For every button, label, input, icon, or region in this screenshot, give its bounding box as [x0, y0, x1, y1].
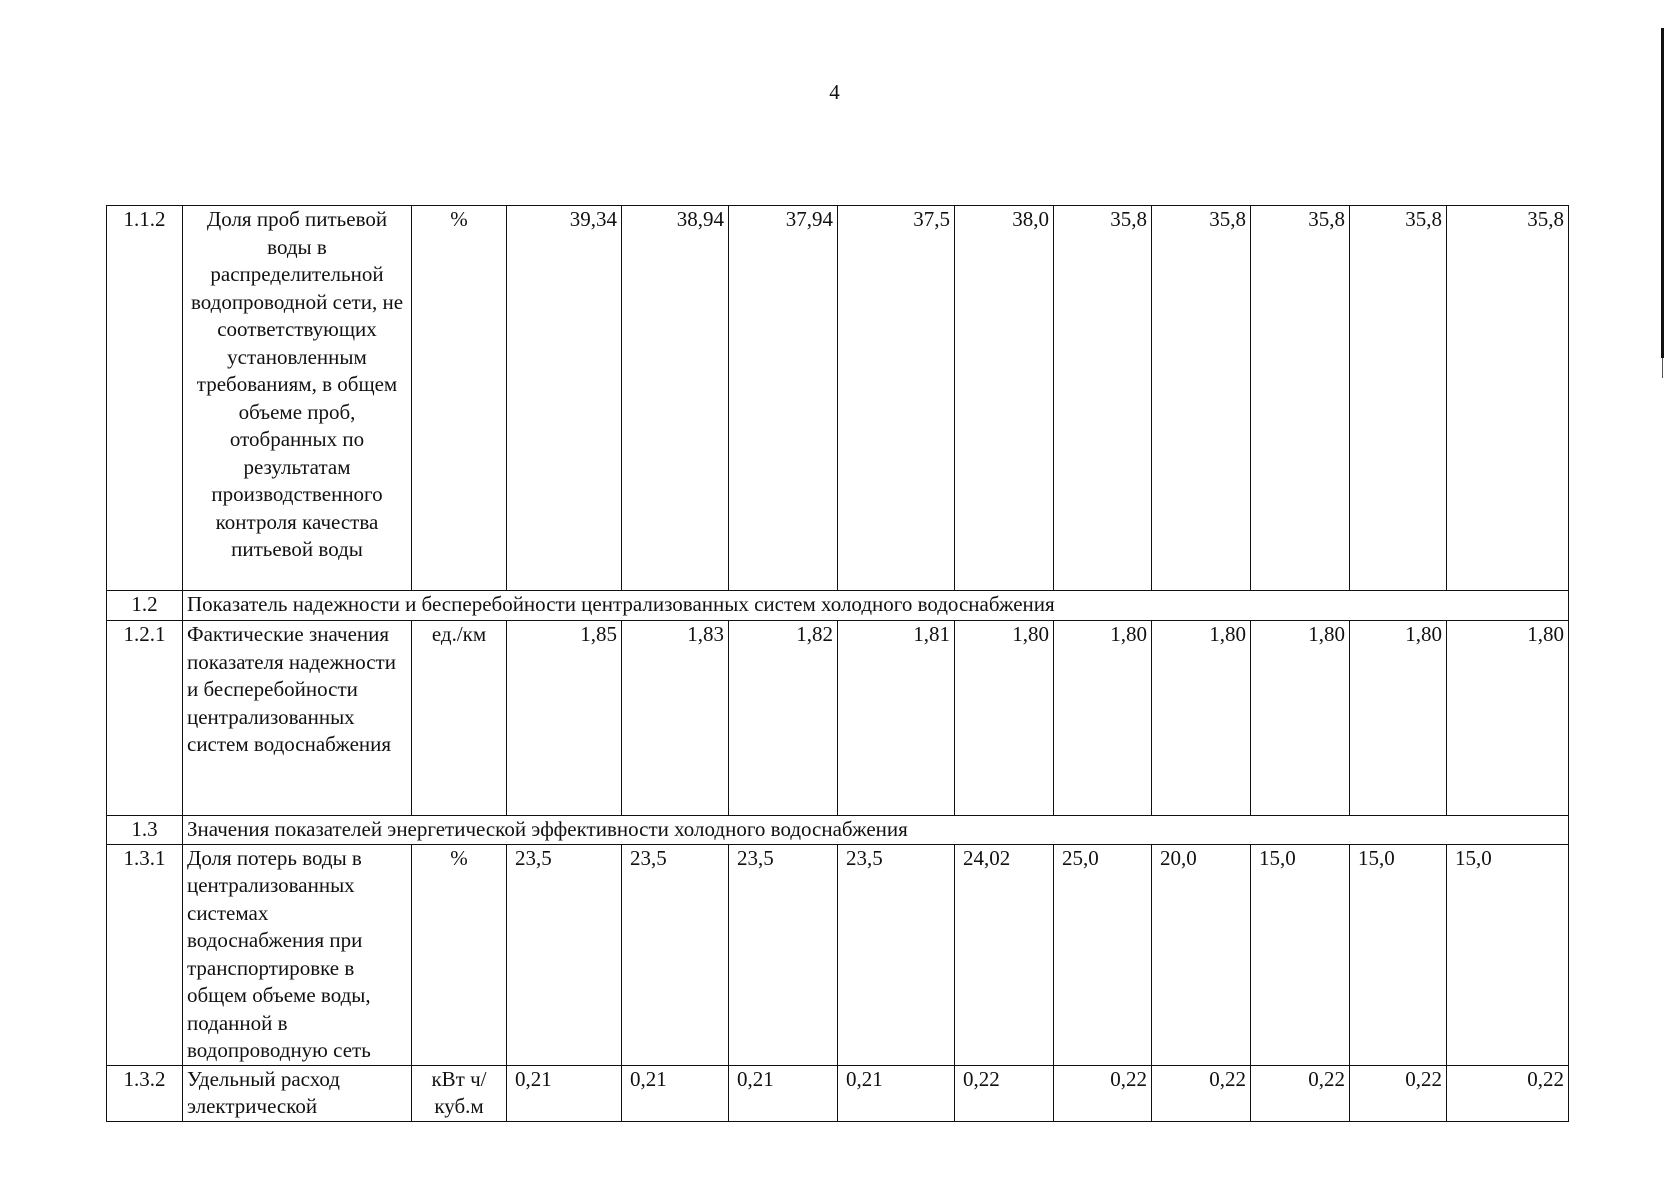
indicator-name: Доля потерь воды в централизованных системах водоснабжения при транспортировке в общем объеме воды, поданной в водопроводную сеть	[183, 844, 412, 1065]
table-row	[107, 206, 1569, 591]
value-cell: 23,5	[622, 844, 729, 1065]
value-cell: 0,22	[1251, 1065, 1350, 1121]
value-cell: 0,22	[955, 1065, 1054, 1121]
value-cell: 1,80	[1054, 621, 1152, 816]
value-cell: 1,85	[507, 621, 622, 816]
value-cell: 35,8	[1251, 206, 1350, 591]
value-cell: 35,8	[1447, 206, 1569, 591]
value-cell: 1,80	[1251, 621, 1350, 816]
section-code: 1.3	[107, 816, 183, 845]
unit-cell: ед./км	[412, 621, 507, 816]
section-code: 1.2	[107, 591, 183, 621]
unit-cell: кВт ч/куб.м	[412, 1065, 507, 1121]
value-cell: 25,0	[1054, 844, 1152, 1065]
value-cell: 1,81	[838, 621, 955, 816]
value-cell: 0,21	[729, 1065, 838, 1121]
value-cell: 23,5	[729, 844, 838, 1065]
row-code: 1.2.1	[107, 621, 183, 816]
value-cell: 0,21	[507, 1065, 622, 1121]
section-row	[107, 591, 1569, 621]
value-cell: 0,21	[622, 1065, 729, 1121]
value-cell: 1,82	[729, 621, 838, 816]
indicator-name: Удельный расход электрической	[183, 1065, 412, 1121]
row-code: 1.1.2	[107, 206, 183, 591]
value-cell: 0,22	[1447, 1065, 1569, 1121]
value-cell: 23,5	[838, 844, 955, 1065]
value-cell: 1,80	[1447, 621, 1569, 816]
section-title: Показатель надежности и бесперебойности централизованных систем холодного водоснабжения	[183, 591, 1569, 621]
value-cell: 37,94	[729, 206, 838, 591]
value-cell: 15,0	[1350, 844, 1447, 1065]
row-code: 1.3.1	[107, 844, 183, 1065]
indicator-name: Фактические значения показателя надежности и бесперебойности централизованных систем водоснабжения	[183, 621, 412, 816]
section-row	[107, 816, 1569, 845]
value-cell: 0,22	[1152, 1065, 1251, 1121]
value-cell: 0,21	[838, 1065, 955, 1121]
value-cell: 38,0	[955, 206, 1054, 591]
unit-cell: %	[412, 844, 507, 1065]
unit-cell: %	[412, 206, 507, 591]
value-cell: 15,0	[1251, 844, 1350, 1065]
value-cell: 24,02	[955, 844, 1054, 1065]
value-cell: 0,22	[1350, 1065, 1447, 1121]
scan-margin-line-tail	[1662, 358, 1663, 378]
row-code: 1.3.2	[107, 1065, 183, 1121]
indicators-table	[106, 205, 1569, 1122]
value-cell: 37,5	[838, 206, 955, 591]
value-cell: 1,80	[1350, 621, 1447, 816]
value-cell: 20,0	[1152, 844, 1251, 1065]
value-cell: 35,8	[1350, 206, 1447, 591]
section-title: Значения показателей энергетической эффективности холодного водоснабжения	[183, 816, 1569, 845]
value-cell: 35,8	[1152, 206, 1251, 591]
table-row	[107, 1065, 1569, 1121]
value-cell: 1,80	[1152, 621, 1251, 816]
page-number: 4	[829, 80, 840, 104]
value-cell: 35,8	[1054, 206, 1152, 591]
value-cell: 15,0	[1447, 844, 1569, 1065]
value-cell: 0,22	[1054, 1065, 1152, 1121]
value-cell: 1,80	[955, 621, 1054, 816]
value-cell: 38,94	[622, 206, 729, 591]
value-cell: 39,34	[507, 206, 622, 591]
value-cell: 23,5	[507, 844, 622, 1065]
indicator-name: Доля проб питьевой воды в распределительной водопроводной сети, не соответствующих установленным требованиям, в общем объеме проб, отобранных по результатам производственного контроля качества питьевой воды	[183, 206, 412, 591]
table-row	[107, 844, 1569, 1065]
scan-margin-line	[1661, 28, 1664, 358]
value-cell: 1,83	[622, 621, 729, 816]
table-row	[107, 621, 1569, 816]
